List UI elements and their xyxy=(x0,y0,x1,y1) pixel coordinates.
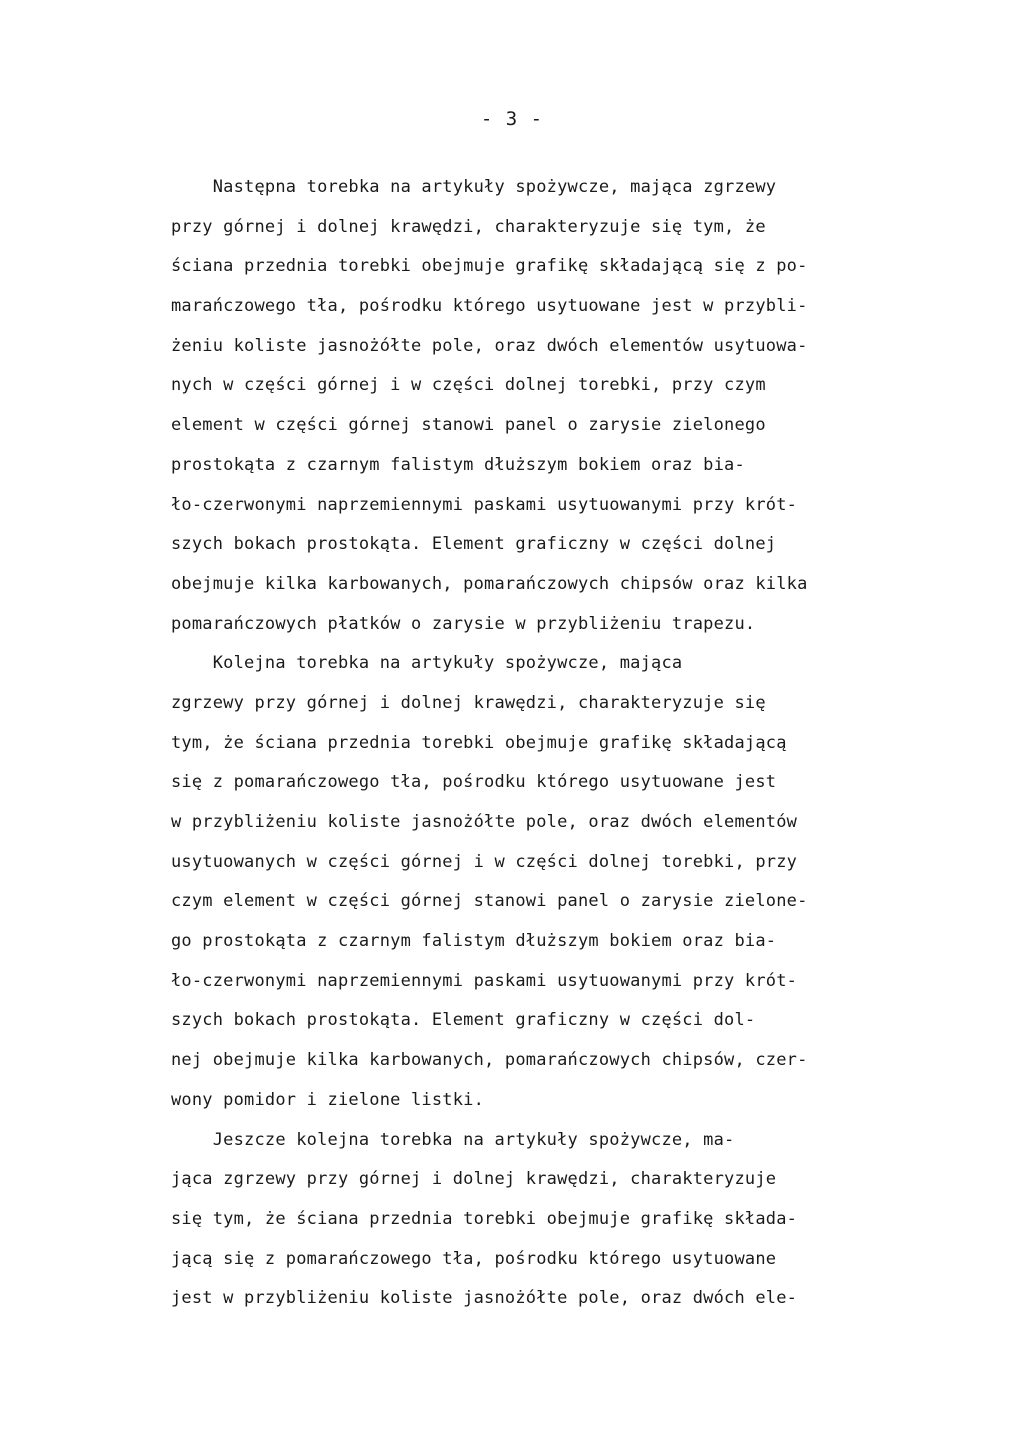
text-line: usytuowanych w części górnej i w części dolnej torebki, przy xyxy=(171,851,798,872)
text-line: element w części górnej stanowi panel o zarysie zielonego xyxy=(171,415,766,436)
text-line: szych bokach prostokąta. Element graficzny w części dol- xyxy=(171,1010,756,1031)
text-line: zgrzewy przy górnej i dolnej krawędzi, charakteryzuje się xyxy=(171,692,766,713)
text-line: jącą się z pomarańczowego tła, pośrodku którego usytuowane xyxy=(171,1248,777,1269)
text-line: go prostokąta z czarnym falistym dłuższym bokiem oraz bia- xyxy=(171,931,777,952)
text-line: w przybliżeniu koliste jasnożółte pole, oraz dwóch elementów xyxy=(171,812,798,832)
text-line: nej obejmuje kilka karbowanych, pomarańczowych chipsów, czer- xyxy=(171,1050,808,1071)
text-line: jest w przybliżeniu koliste jasnożółte pole, oraz dwóch ele- xyxy=(171,1288,798,1309)
text-line: tym, że ściana przednia torebki obejmuje grafikę składającą xyxy=(171,732,787,753)
body-text xyxy=(171,168,951,1319)
text-line: ło-czerwonymi naprzemiennymi paskami usytuowanymi przy krót- xyxy=(171,494,798,515)
text-line: czym element w części górnej stanowi panel o zarysie zielone- xyxy=(171,891,808,912)
paragraph-1 xyxy=(171,168,951,644)
text-line: się z pomarańczowego tła, pośrodku którego usytuowane jest xyxy=(171,772,777,793)
text-line: prostokąta z czarnym falistym dłuższym bokiem oraz bia- xyxy=(171,454,745,475)
paragraph-3 xyxy=(171,1121,951,1319)
text-line: obejmuje kilka karbowanych, pomarańczowych chipsów oraz kilka xyxy=(171,573,808,594)
page-number: - 3 - xyxy=(480,108,544,130)
text-line: ściana przednia torebki obejmuje grafikę składającą się z po- xyxy=(171,256,808,277)
text-line: jąca zgrzewy przy górnej i dolnej krawędzi, charakteryzuje xyxy=(171,1169,777,1190)
text-line: Kolejna torebka na artykuły spożywcze, mająca xyxy=(171,653,683,674)
text-line: szych bokach prostokąta. Element graficzny w części dolnej xyxy=(171,534,777,555)
text-line: nych w części górnej i w części dolnej torebki, przy czym xyxy=(171,375,766,396)
text-line: marańczowego tła, pośrodku którego usytuowane jest w przybli- xyxy=(171,296,808,317)
text-line: się tym, że ściana przednia torebki obejmuje grafikę składa- xyxy=(171,1208,798,1229)
text-line: przy górnej i dolnej krawędzi, charakteryzuje się tym, że xyxy=(171,216,766,237)
paragraph-2 xyxy=(171,644,951,1120)
text-line: pomarańczowych płatków o zarysie w przybliżeniu trapezu. xyxy=(171,613,756,634)
text-line: żeniu koliste jasnożółte pole, oraz dwóch elementów usytuowa- xyxy=(171,335,808,356)
text-line: Jeszcze kolejna torebka na artykuły spożywcze, ma- xyxy=(171,1129,735,1150)
text-line: wony pomidor i zielone listki. xyxy=(171,1089,485,1110)
text-line: ło-czerwonymi naprzemiennymi paskami usytuowanymi przy krót- xyxy=(171,970,798,991)
text-line: Następna torebka na artykuły spożywcze, mająca zgrzewy xyxy=(171,177,777,197)
